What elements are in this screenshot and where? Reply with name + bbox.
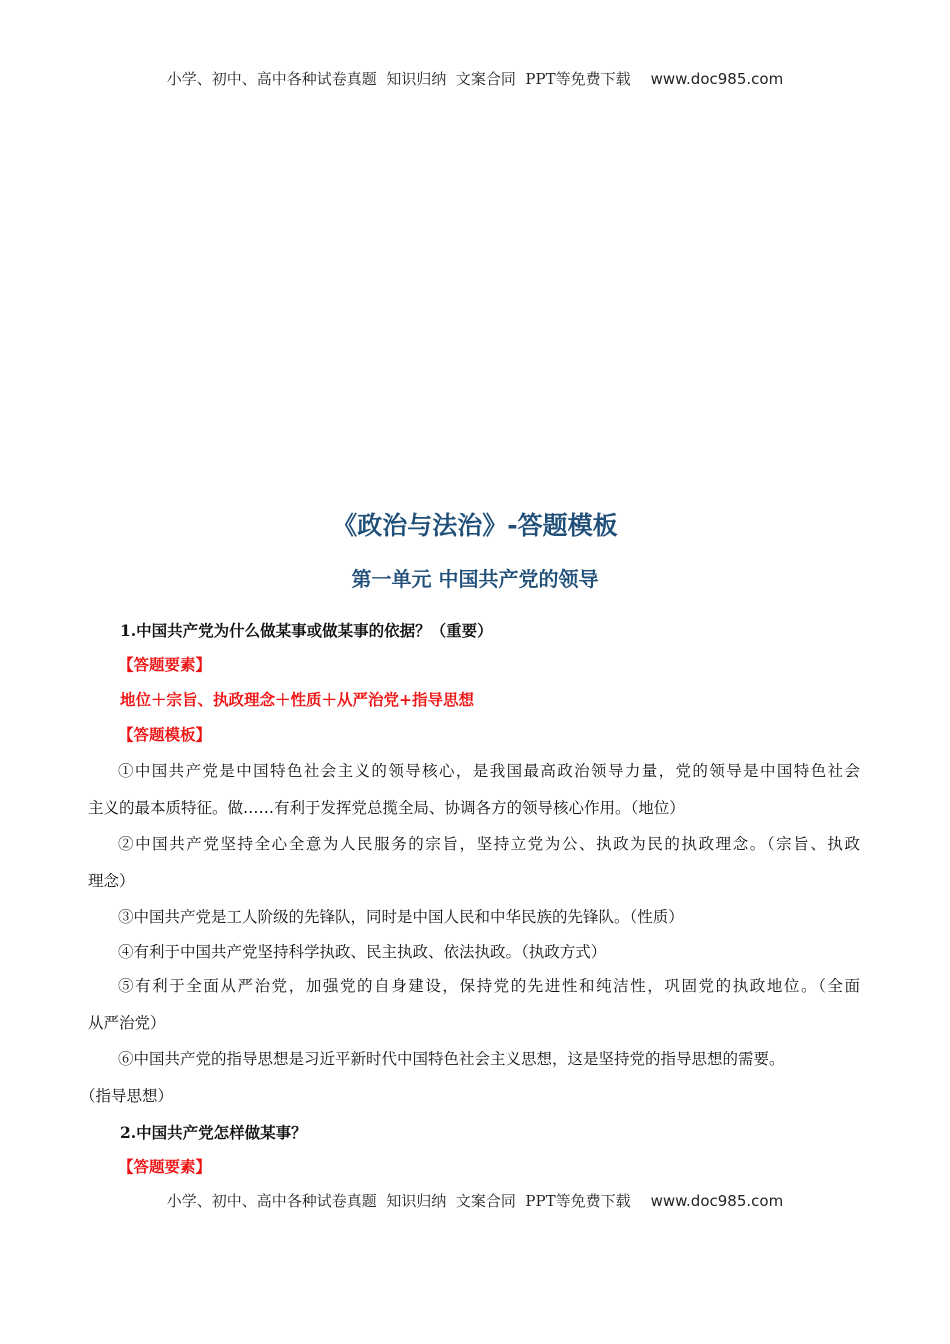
q1-item-5-line-2: 从严治党） [88, 1014, 166, 1032]
q1-item-1-line-1: ①中国共产党是中国特色社会主义的领导核心，是我国最高政治领导力量，党的领导是中国特色社会 [118, 762, 860, 780]
q1-item-5-line-1: ⑤有利于全面从严治党，加强党的自身建设，保持党的先进性和纯洁性，巩固党的执政地位。（全面 [118, 977, 860, 995]
q1-template-tag: 【答题模板】 [118, 725, 212, 744]
footer-text: 小学、初中、高中各种试卷真题 知识归纳 文案合同 PPT等免费下载 [166, 1192, 631, 1210]
q1-item-4: ④有利于中国共产党坚持科学执政、民主执政、依法执政。（执政方式） [118, 943, 607, 961]
footer-url[interactable]: www.doc985.com [650, 1192, 784, 1210]
q2-elements-tag: 【答题要素】 [118, 1157, 212, 1176]
question-2: 2.中国共产党怎样做某事？ [120, 1123, 307, 1142]
q1-item-2-line-1: ②中国共产党坚持全心全意为人民服务的宗旨，坚持立党为公、执政为民的执政理念。（宗旨、执政 [118, 835, 860, 853]
q1-item-1-line-2: 主义的最本质特征。做……有利于发挥党总揽全局、协调各方的领导核心作用。（地位） [88, 799, 685, 817]
q1-item-6-line-2: （指导思想） [80, 1087, 174, 1105]
q1-item-2-line-2: 理念） [88, 872, 135, 890]
q1-elements-tag: 【答题要素】 [118, 655, 212, 674]
q1-elements: 地位＋宗旨、执政理念＋性质＋从严治党+指导思想 [120, 690, 474, 709]
document-title: 《政治与法治》-答题模板 [332, 511, 618, 540]
page-footer [0, 1190, 950, 1211]
page-header [0, 68, 950, 89]
unit-title: 第一单元 中国共产党的领导 [351, 567, 599, 591]
header-text: 小学、初中、高中各种试卷真题 知识归纳 文案合同 PPT等免费下载 [166, 70, 631, 88]
q1-item-6-line-1: ⑥中国共产党的指导思想是习近平新时代中国特色社会主义思想，这是坚持党的指导思想的需要。 [118, 1050, 785, 1068]
header-url[interactable]: www.doc985.com [650, 70, 784, 88]
q1-item-3: ③中国共产党是工人阶级的先锋队，同时是中国人民和中华民族的先锋队。（性质） [118, 908, 684, 926]
question-1: 1.中国共产党为什么做某事或做某事的依据？（重要） [120, 621, 493, 640]
